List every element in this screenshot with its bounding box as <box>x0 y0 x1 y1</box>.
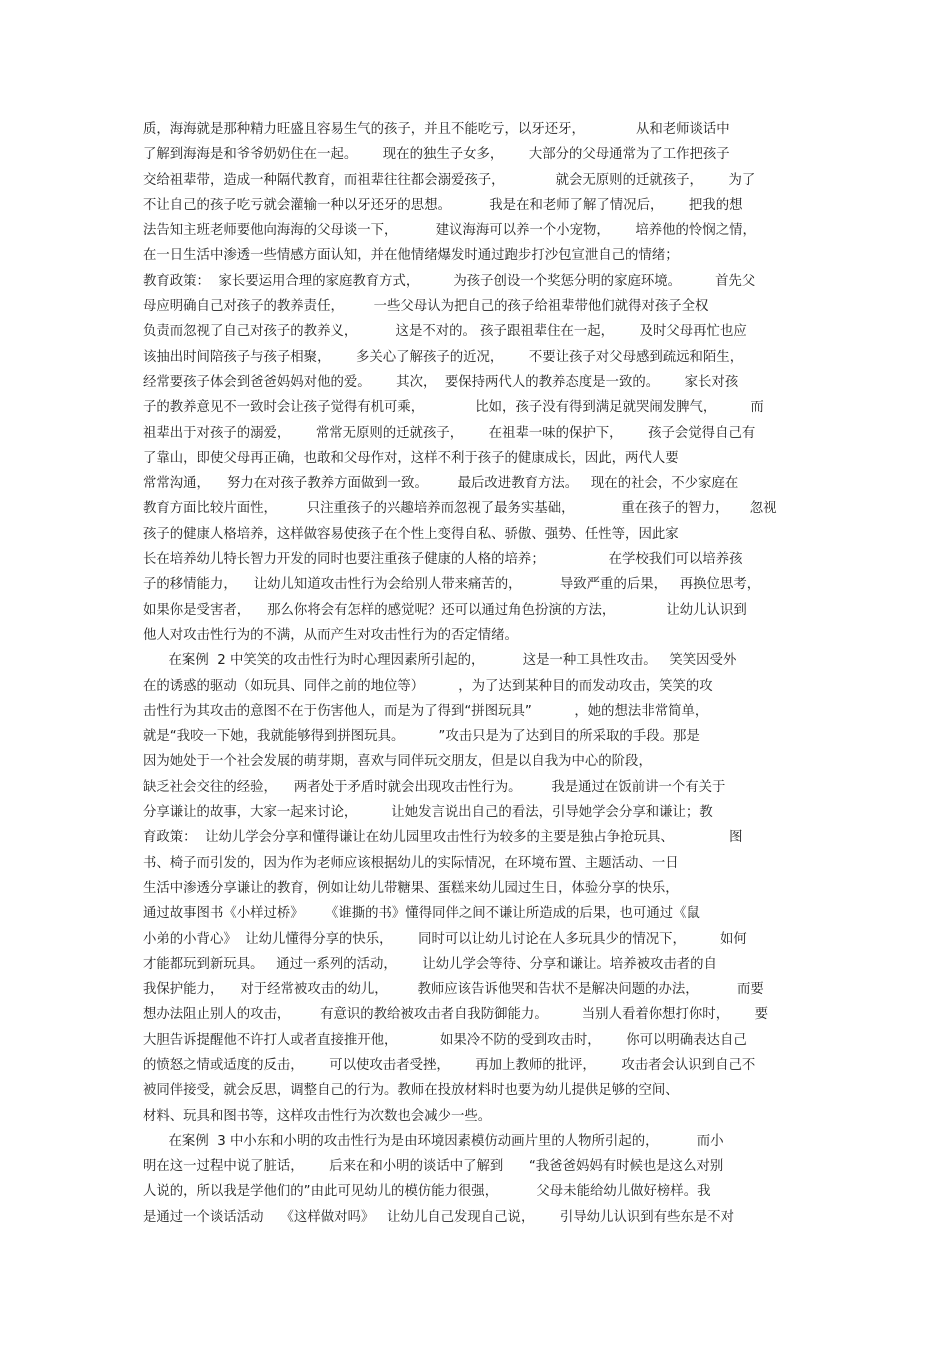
text-line: 通过故事图书《小样过桥》 《谁撕的书》懂得同伴之间不谦让所造成的后果，也可通过《鼠 <box>143 906 700 922</box>
text-line: 教育政策： 家长要运用合理的家庭教育方式， 为孩子创设一个奖惩分明的家庭环境。 首先父 <box>143 273 756 289</box>
text-line: 在案例 3 中小东和小明的攻击性行为是由环境因素模仿动画片里的人物所引起的， 而小 <box>143 1133 724 1149</box>
text-line: 该抽出时间陪孩子与孩子相聚， 多关心了解孩子的近况， 不要让孩子对父母感到疏远和陌生， <box>143 349 744 365</box>
text-line: 明在这一过程中说了脏话， 后来在和小明的谈话中了解到 “我爸爸妈妈有时候也是这么对别 <box>143 1159 724 1175</box>
text-line: 经常要孩子体会到爸爸妈妈对他的爱。 其次， 要保持两代人的教养态度是一致的。 家长对孩 <box>143 374 739 390</box>
text-line: 育政策： 让幼儿学会分享和懂得谦让在幼儿园里攻击性行为较多的主要是独占争抢玩具、 图 <box>143 830 743 846</box>
text-line: 质，海海就是那种精力旺盛且容易生气的孩子，并且不能吃亏，以牙还牙， 从和老师谈话中 <box>143 122 730 137</box>
text-line: 不让自己的孩子吃亏就会灌输一种以牙还牙的思想。 我是在和老师了解了情况后， 把我的想 <box>143 197 743 213</box>
text-line: 小弟的小背心》 让幼儿懂得分享的快乐， 同时可以让幼儿讨论在人多玩具少的情况下， 如何 <box>143 931 747 947</box>
text-line: 法告知主班老师要他向海海的父母谈一下， 建议海海可以养一个小宠物， 培养他的怜悯之情， <box>143 223 756 239</box>
text-line: 就是“我咬一下她，我就能够得到拼图玩具。 ”攻击只是为了达到目的所采取的手段。那是 <box>143 729 700 745</box>
text-line: 分享谦让的故事，大家一起来讨论， 让她发言说出自己的看法，引导她学会分享和谦让；教 <box>143 805 713 821</box>
text-line: 了靠山，即使父母再正确，也敢和父母作对，这样不利于孩子的健康成长，因此，两代人要 <box>143 450 679 466</box>
text-line: 因为她处于一个社会发展的萌芽期，喜欢与同伴玩交朋友，但是以自我为中心的阶段， <box>143 754 652 770</box>
text-line: 长在培养幼儿特长智力开发的同时也要注重孩子健康的人格的培养； 在学校我们可以培养孩 <box>143 552 743 568</box>
text-line: 生活中渗透分享谦让的教育，例如让幼儿带糖果、蛋糕来幼儿园过生日，体验分享的快乐， <box>143 880 679 896</box>
text-line: 了解到海海是和爷爷奶奶住在一起。 现在的独生子女多， 大部分的父母通常为了工作把孩子 <box>143 147 730 163</box>
text-line: 负责而忽视了自己对孩子的教养义， 这是不对的。 孩子跟祖辈住在一起， 及时父母再忙也应 <box>143 324 747 340</box>
text-line: 被同伴接受，就会反思，调整自己的行为。教师在投放材料时也要为幼儿提供足够的空间、 <box>143 1083 679 1099</box>
text-line: 在一日生活中渗透一些情感方面认知，并在他情绪爆发时通过跑步打沙包宣泄自己的情绪； <box>143 248 679 264</box>
text-line: 如果你是受害者， 那么你将会有怎样的感觉呢？还可以通过角色扮演的方法， 让幼儿认识到 <box>143 602 747 618</box>
text-line: 大胆告诉提醒他不许打人或者直接推开他， 如果冷不防的受到攻击时， 你可以明确表达自己 <box>143 1032 747 1048</box>
text-line: 在的诱惑的驱动（如玩具、同伴之前的地位等） ，为了达到某种目的而发动攻击，笑笑的攻 <box>143 678 713 694</box>
text-line: 人说的，所以我是学他们的”由此可见幼儿的模仿能力很强， 父母未能给幼儿做好榜样。我 <box>143 1184 711 1200</box>
text-line: 想办法阻止别人的攻击， 有意识的教给被攻击者自我防御能力。 当别人看着你想打你时， 要 <box>143 1007 769 1023</box>
text-line: 子的教养意见不一致时会让孩子觉得有机可乘， 比如，孩子没有得到满足就哭闹发脾气， 而 <box>143 400 764 416</box>
text-line: 书、椅子而引发的，因为作为老师应该根据幼儿的实际情况，在环境布置、主题活动、一日 <box>143 855 679 871</box>
body-text <box>143 117 808 1230</box>
text-line: 常常沟通， 努力在对孩子教养方面做到一致。 最后改进教育方法。 现在的社会，不少家庭在 <box>143 476 739 492</box>
text-line: 母应明确自己对孩子的教养责任， 一些父母认为把自己的孩子给祖辈带他们就得对孩子全权 <box>143 299 709 315</box>
text-line: 孩子的健康人格培养，这样做容易使孩子在个性上变得自私、骄傲、强势、任性等，因此家 <box>143 526 679 542</box>
text-line: 教育方面比较片面性， 只注重孩子的兴趣培养而忽视了最务实基础， 重在孩子的智力， 忽视 <box>143 501 777 517</box>
text-line: 我保护能力， 对于经常被攻击的幼儿， 教师应该告诉他哭和告状不是解决问题的办法， 而要 <box>143 982 764 998</box>
text-line: 的愤怒之情或适度的反击， 可以使攻击者受挫， 再加上教师的批评， 攻击者会认识到自己不 <box>143 1057 756 1073</box>
text-line: 子的移情能力， 让幼儿知道攻击性行为会给别人带来痛苦的， 导致严重的后果， 再换位思考， <box>143 577 761 593</box>
text-line: 在案例 2 中笑笑的攻击性行为时心理因素所引起的， 这是一种工具性攻击。 笑笑因受外 <box>143 653 737 669</box>
text-line: 才能都玩到新玩具。 通过一系列的活动， 让幼儿学会等待、分享和谦让。培养被攻击者的自 <box>143 956 717 972</box>
text-line: 材料、玩具和图书等，这样攻击性行为次数也会减少一些。 <box>143 1108 492 1124</box>
text-line: 交给祖辈带，造成一种隔代教育，而祖辈往往都会溺爱孩子， 就会无原则的迁就孩子， 为了 <box>143 172 756 188</box>
text-line: 祖辈出于对孩子的溺爱， 常常无原则的迁就孩子， 在祖辈一味的保护下， 孩子会觉得自己有 <box>143 425 756 441</box>
text-line: 击性行为其攻击的意图不在于伤害他人，而是为了得到“拼图玩具” ，她的想法非常简单， <box>143 703 709 719</box>
text-line: 缺乏社会交往的经验， 两者处于矛盾时就会出现攻击性行为。 我是通过在饭前讲一个有关于 <box>143 779 726 795</box>
text-line: 是通过一个谈话活动 《这样做对吗》 让幼儿自己发现自己说， 引导幼儿认识到有些东是不对 <box>143 1209 734 1225</box>
text-line: 他人对攻击性行为的不满，从而产生对攻击性行为的否定情绪。 <box>143 627 518 643</box>
